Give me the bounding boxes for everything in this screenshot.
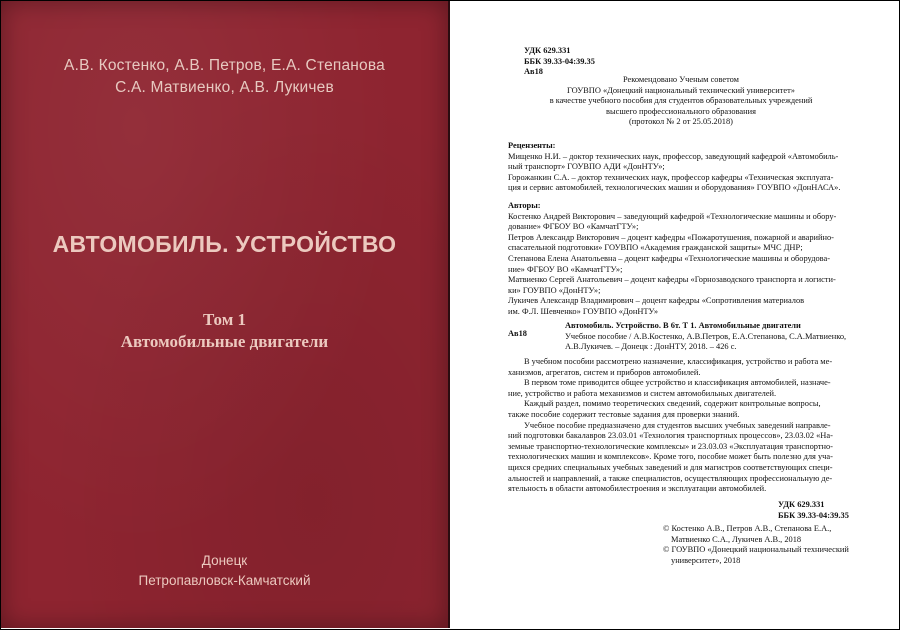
- bbk-code-bottom: ББК 39.33-04:39.35: [778, 510, 849, 520]
- abstract-line: щихся средних специальных учебных заведений и для магистров соответствующих специ-: [508, 462, 833, 472]
- cover-city-2: Петропавловск-Камчатский: [138, 573, 311, 588]
- abstract-line: Каждый раздел, помимо теоретических сведений, содержит контрольные вопросы,: [524, 399, 821, 409]
- copyright-line: © ГОУВПО «Донецкий национальный технический: [663, 545, 849, 555]
- author-mark: Ав18: [524, 67, 543, 77]
- catalog-title: Автомобиль. Устройство. В 6т. Т 1. Автомобильные двигатели: [565, 321, 801, 330]
- catalog-line: А.В.Лукичев. – Донецк : ДонНТУ, 2018. – 426 с.: [565, 342, 737, 352]
- abstract-line: альностей и направлений, а также специалистов, осуществляющих профессиональную де-: [508, 473, 833, 483]
- recommendation-line: Рекомендовано Ученым советом: [623, 75, 739, 84]
- reviewer-line: Мищенко Н.И. – доктор технических наук, профессор, заведующий кафедрой «Автомобиль-: [508, 151, 839, 161]
- author-line: дование» ФГБОУ ВО «КамчатГТУ»;: [508, 222, 639, 232]
- reviewers-heading: Рецензенты:: [508, 141, 556, 150]
- classification-block-top: [524, 46, 595, 78]
- abstract-line: ханизмов, агрегатов, систем и приборов автомобилей.: [508, 367, 701, 377]
- author-line: Матвиенко Сергей Анатольевич – доцент кафедры «Горнозаводского транспорта и логисти-: [508, 275, 836, 285]
- authors-heading: Авторы:: [508, 201, 541, 210]
- recommendation-line: высшего профессионального образования: [606, 106, 756, 116]
- abstract-line: ний подготовки бакалавров 23.03.01 «Технология транспортных процессов», 23.03.02 «На-: [508, 431, 833, 441]
- cover-authors-line-1: А.В. Костенко, А.В. Петров, Е.А. Степанова: [64, 57, 385, 74]
- abstract-line: ятельность в области автомобилестроения и эксплуатации автомобилей.: [508, 484, 767, 494]
- title-page: [450, 1, 898, 628]
- cover-authors: [1, 55, 448, 99]
- catalog-author-mark: Ав18: [508, 329, 527, 338]
- reviewer-line: ция и сервис автомобилей, технологических машин и оборудования» ГОУВПО «ДонНАСА».: [508, 183, 841, 193]
- cover-volume-block: [1, 309, 448, 353]
- author-line: Костенко Андрей Викторович – заведующий кафедрой «Технологические машины и обору-: [508, 211, 837, 221]
- bbk-code: ББК 39.33-04:39.35: [524, 56, 595, 66]
- catalog-line: Учебное пособие / А.В.Костенко, А.В.Петров, Е.А.Степанова, С.А.Матвиенко,: [565, 331, 847, 341]
- author-line: им. Ф.Л. Шевченко» ГОУВПО «ДонНТУ»: [508, 306, 659, 316]
- reviewer-line: ный транспорт» ГОУВПО АДИ «ДонНТУ»;: [508, 162, 665, 172]
- copyright-line: Матвиенко С.А., Лукичев А.В., 2018: [671, 534, 802, 544]
- abstract-paragraph: [508, 378, 870, 399]
- copyright-line: © Костенко А.В., Петров А.В., Степанова Е.А.,: [663, 524, 832, 533]
- abstract-line: ние, устройство и работа механизмов и систем автомобильных двигателей.: [508, 388, 777, 398]
- udk-code: УДК 629.331: [524, 46, 571, 55]
- copyright-line: университет», 2018: [671, 555, 741, 565]
- copyright-block: [663, 524, 873, 566]
- author-line: Лукичев Александр Владимирович – доцент кафедры «Сопротивления материалов: [508, 296, 805, 306]
- authors-block: [508, 201, 868, 318]
- book-cover: [1, 1, 448, 628]
- reviewers-block: [508, 141, 868, 194]
- classification-block-bottom: [778, 500, 849, 521]
- reviewer-line: Горожанкин С.А. – доктор технических наук, профессор кафедры «Техническая эксплуата-: [508, 172, 834, 182]
- cover-authors-line-2: С.А. Матвиенко, А.В. Лукичев: [115, 79, 334, 96]
- abstract-line: В учебном пособии рассмотрено назначение, классификация, устройство и работа ме-: [524, 357, 833, 366]
- recommendation-line: ГОУВПО «Донецкий национальный технический университет»: [567, 85, 795, 95]
- abstract-paragraph: [508, 399, 870, 420]
- cover-city-1: Донецк: [201, 553, 248, 568]
- abstract-line: В первом томе приводится общее устройство и классификация автомобилей, назначе-: [524, 378, 831, 388]
- author-line: спасательной подготовки» ГОУВПО «Академия гражданской защиты» МЧС ДНР;: [508, 243, 803, 253]
- author-line: ние» ФГБОУ ВО «КамчатГТУ»;: [508, 264, 623, 274]
- udk-code-bottom: УДК 629.331: [778, 500, 825, 509]
- cover-subtitle: Автомобильные двигатели: [120, 332, 329, 351]
- cover-volume: Том 1: [202, 310, 247, 329]
- recommendation-block: [514, 75, 848, 128]
- abstract-line: также пособие содержит тестовые задания для проверки знаний.: [508, 409, 740, 419]
- catalog-entry: [565, 321, 869, 353]
- abstract-line: технологических машин и комплексов». Кроме того, пособие может быть полезно для уча-: [508, 452, 833, 462]
- abstract-line: Учебное пособие предназначено для студентов высших учебных заведений направле-: [524, 420, 831, 430]
- cover-title: АВТОМОБИЛЬ. УСТРОЙСТВО: [52, 231, 397, 257]
- abstract-paragraph: [508, 357, 870, 378]
- abstract-line: земные транспортно-технологические комплексы» и 23.03.03 «Эксплуатация транспортно-: [508, 441, 833, 451]
- author-line: ки» ГОУВПО «ДонНТУ»;: [508, 285, 601, 295]
- abstract-paragraph: [508, 421, 870, 495]
- cover-publisher-cities: [1, 551, 448, 591]
- author-line: Степанова Елена Анатольевна – доцент кафедры «Технологические машины и оборудова-: [508, 253, 831, 263]
- author-line: Петров Александр Викторович – доцент кафедры «Пожаротушения, пожарной и аварийно-: [508, 232, 834, 242]
- recommendation-line: (протокол № 2 от 25.05.2018): [629, 117, 733, 127]
- recommendation-line: в качестве учебного пособия для студентов образовательных учреждений: [549, 96, 813, 106]
- abstract-block: [508, 357, 870, 495]
